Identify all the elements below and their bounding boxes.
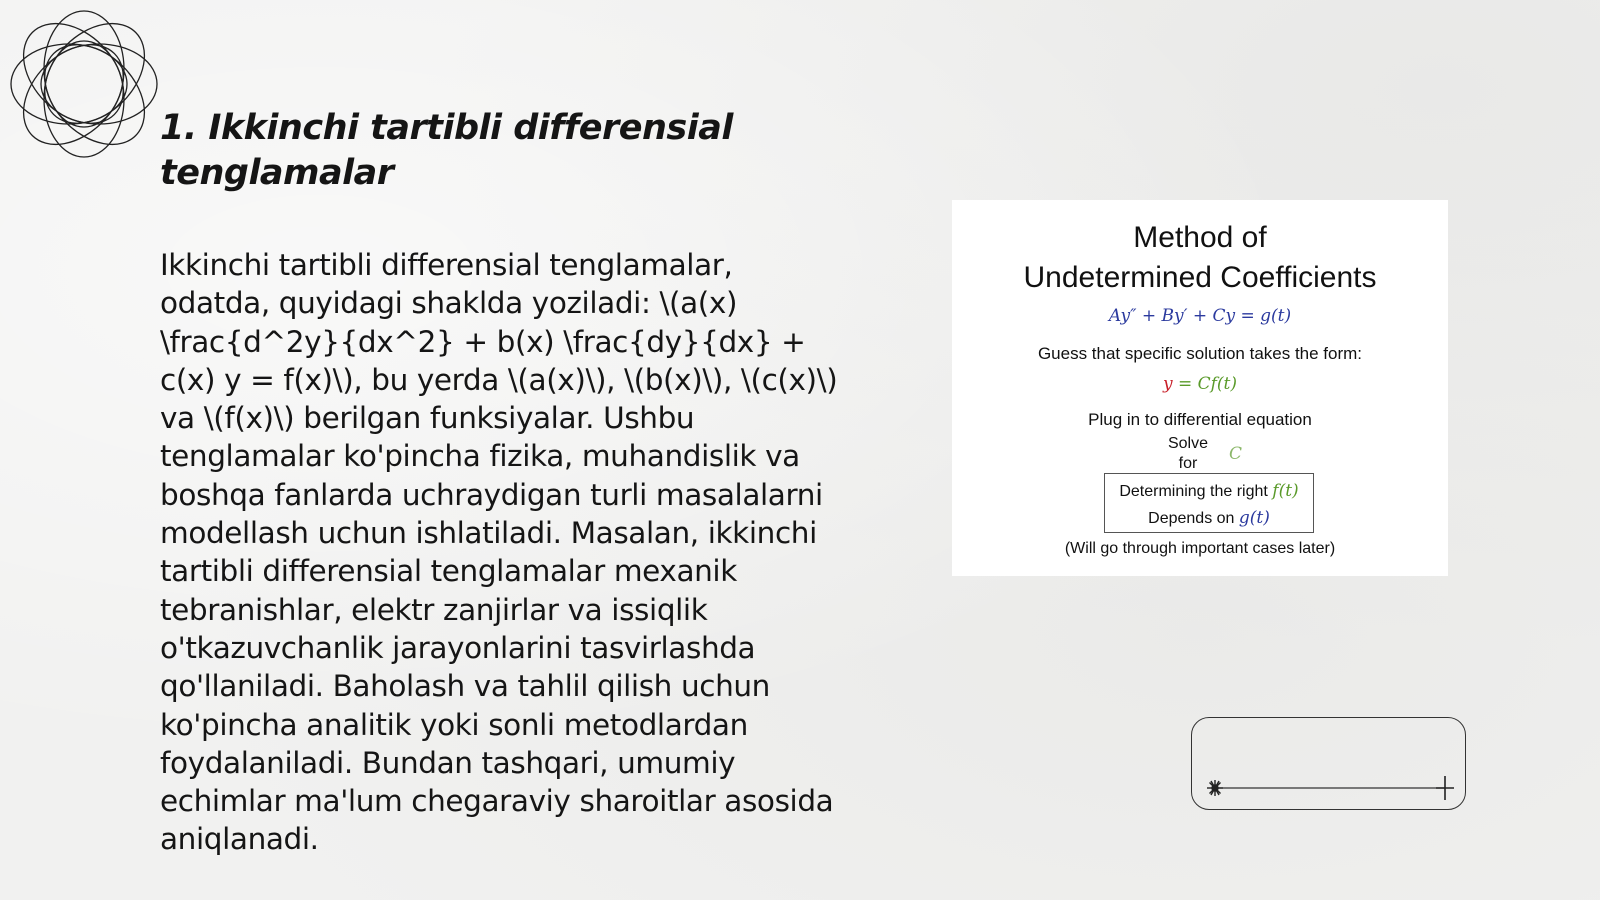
method-figure [952, 200, 1448, 576]
sparkle-icon [1207, 780, 1223, 796]
figure-box-line2 [1105, 508, 1313, 528]
figure-solve-line2: for [1178, 455, 1198, 472]
figure-note: (Will go through important cases later) [1064, 540, 1336, 557]
figure-title-line1: Method of [1133, 221, 1267, 254]
rosette-logo-icon [10, 10, 158, 158]
figure-guess-text: Guess that specific solution takes the form: [1037, 344, 1363, 363]
figure-form-rest: = Cf(t) [1172, 374, 1238, 394]
figure-form-row [952, 374, 1448, 394]
figure-solve-label [1160, 434, 1216, 474]
figure-title [952, 218, 1448, 298]
figure-solve-variable: C [1229, 444, 1243, 464]
figure-plug-text: Plug in to differential equation [1088, 410, 1312, 429]
figure-box-line1-math: f(t) [1272, 481, 1299, 501]
figure-box-line2-text: Depends on [1148, 510, 1239, 527]
slide-body-text: Ikkinchi tartibli differensial tenglamalar, odatda, quyidagi shaklda yoziladi: \(a(x) \frac{d^2y}{dx^2} + b(x) \frac{dy}{dx} + c(x) y = f(x)\), bu yerda \(a(x)\), \(b(x)\), \(c(x)\) va \(f(x)\) berilgan funksiyalar. Ushbu tenglamalar ko'pincha fizika, muhandislik va boshqa fanlarda uchraydigan turli masalalarni modellash uchun ishlatiladi. Masalan, ikkinchi tartibli differensial tenglamalar mexanik tebranishlar, elektr zanjirlar va issiqlik o'tkazuvchanlik jarayonlarini tasvirlashda qo'llaniladi. Baholash va tahlil qilish uchun ko'pincha analitik yoki sonli metodlardan foydalaniladi. Bundan tashqari, umumiy echimlar ma'lum chegaraviy sharoitlar asosida aniqlanadi. [160, 248, 838, 857]
decorative-line [1192, 718, 1467, 811]
decorative-frame [1191, 717, 1466, 810]
figure-box-line1-text: Determining the right [1119, 483, 1273, 500]
figure-boxed-note [1104, 473, 1314, 533]
figure-solve-line1: Solve [1167, 435, 1209, 452]
figure-equation-row [952, 306, 1448, 326]
figure-box-line2-math: g(t) [1238, 508, 1270, 528]
figure-form-y: y [1162, 374, 1173, 394]
slide-title: 1. Ikkinchi tartibli differensial tenglamalar [160, 108, 733, 193]
figure-title-line2: Undetermined Coefficients [1023, 261, 1377, 294]
cross-icon [1436, 776, 1454, 800]
figure-box-line1 [1105, 481, 1313, 501]
figure-equation: Ay″ + By′ + Cy = g(t) [1108, 306, 1292, 326]
